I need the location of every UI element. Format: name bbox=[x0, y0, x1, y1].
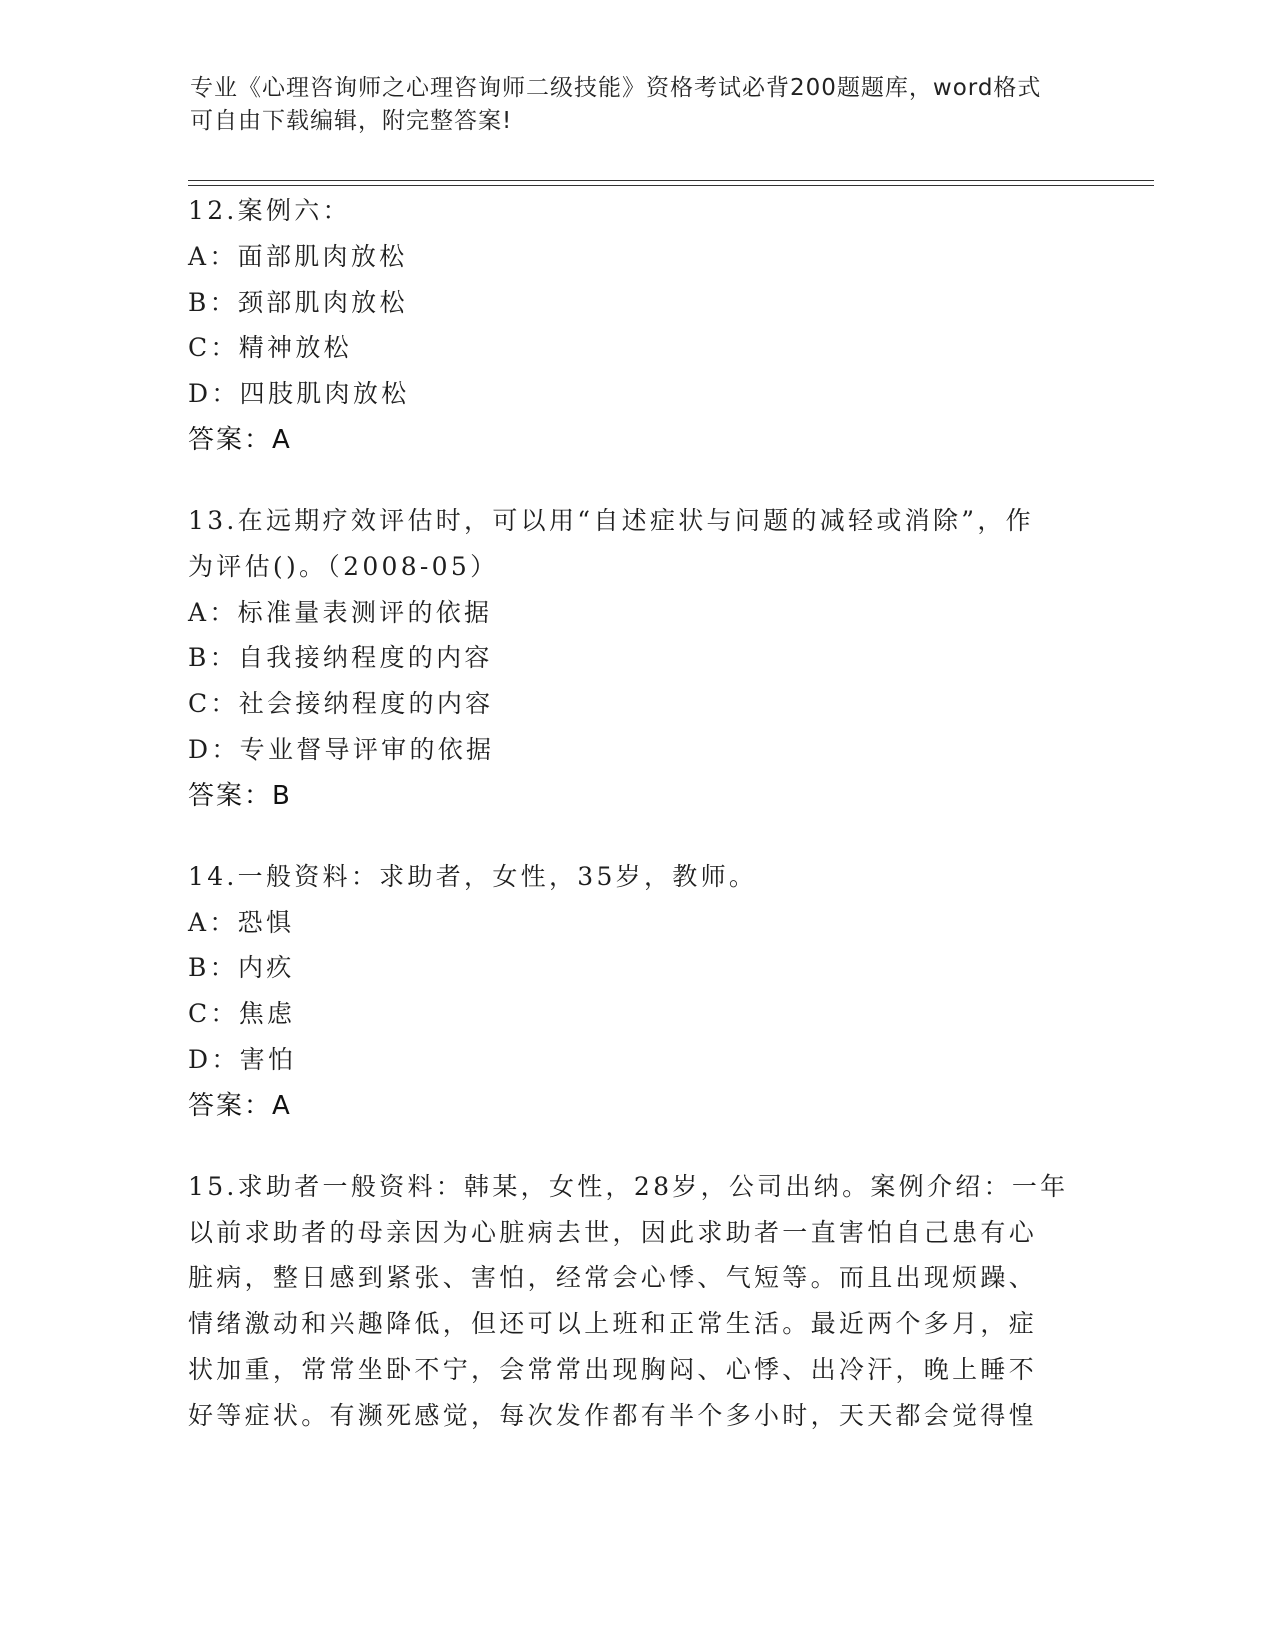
question-stem-continued: 状加重，常常坐卧不宁，会常常出现胸闷、心悸、出冷汗，晚上睡不 bbox=[188, 1354, 1038, 1384]
header-line-1: 专业《心理咨询师之心理咨询师二级技能》资格考试必背200题题库，word格式 bbox=[190, 75, 1042, 101]
question-stem: 15.求助者一般资料：韩某，女性，28岁，公司出纳。案例介绍：一年 bbox=[188, 1171, 1069, 1201]
question-stem: 12.案例六： bbox=[188, 196, 351, 225]
question-12 bbox=[188, 188, 1088, 463]
question-stem-continued: 情绪激动和兴趣降低，但还可以上班和正常生活。最近两个多月，症 bbox=[188, 1309, 1038, 1339]
answer-label: 答案：A bbox=[188, 1090, 292, 1121]
option-a: A：标准量表测评的依据 bbox=[188, 597, 493, 627]
question-stem-continued: 好等症状。有濒死感觉，每次发作都有半个多小时，天天都会觉得惶 bbox=[188, 1400, 1038, 1430]
header-line-2: 可自由下载编辑，附完整答案! bbox=[190, 108, 513, 134]
option-a: A：恐惧 bbox=[188, 907, 295, 937]
answer-label: 答案：A bbox=[188, 424, 292, 455]
question-13 bbox=[188, 498, 1088, 819]
question-stem: 14.一般资料：求助者，女性，35岁，教师。 bbox=[188, 861, 758, 891]
question-stem-continued: 以前求助者的母亲因为心脏病去世，因此求助者一直害怕自己患有心 bbox=[188, 1217, 1038, 1247]
question-14 bbox=[188, 854, 1088, 1129]
option-b: B：自我接纳程度的内容 bbox=[188, 643, 493, 673]
option-b: B：内疚 bbox=[188, 953, 295, 983]
option-c: C：焦虑 bbox=[188, 999, 296, 1029]
question-stem-continued: 为评估()。（2008-05） bbox=[188, 551, 499, 581]
option-b: B：颈部肌肉放松 bbox=[188, 287, 408, 317]
option-c: C：精神放松 bbox=[188, 333, 352, 363]
option-d: D：专业督导评审的依据 bbox=[188, 734, 495, 764]
option-c: C：社会接纳程度的内容 bbox=[188, 689, 494, 719]
header-divider-bottom bbox=[188, 185, 1154, 186]
question-stem-continued: 脏病，整日感到紧张、害怕，经常会心悸、气短等。而且出现烦躁、 bbox=[188, 1263, 1038, 1293]
question-list bbox=[188, 188, 1088, 1474]
document-header bbox=[190, 72, 1070, 138]
answer-label: 答案：B bbox=[188, 780, 292, 811]
option-d: D：四肢肌肉放松 bbox=[188, 379, 410, 409]
header-divider-top bbox=[188, 180, 1154, 181]
option-a: A：面部肌肉放松 bbox=[188, 241, 408, 271]
question-stem: 13.在远期疗效评估时，可以用“自述症状与问题的减轻或消除”，作 bbox=[188, 505, 1034, 535]
option-d: D：害怕 bbox=[188, 1044, 297, 1074]
question-15 bbox=[188, 1164, 1088, 1439]
